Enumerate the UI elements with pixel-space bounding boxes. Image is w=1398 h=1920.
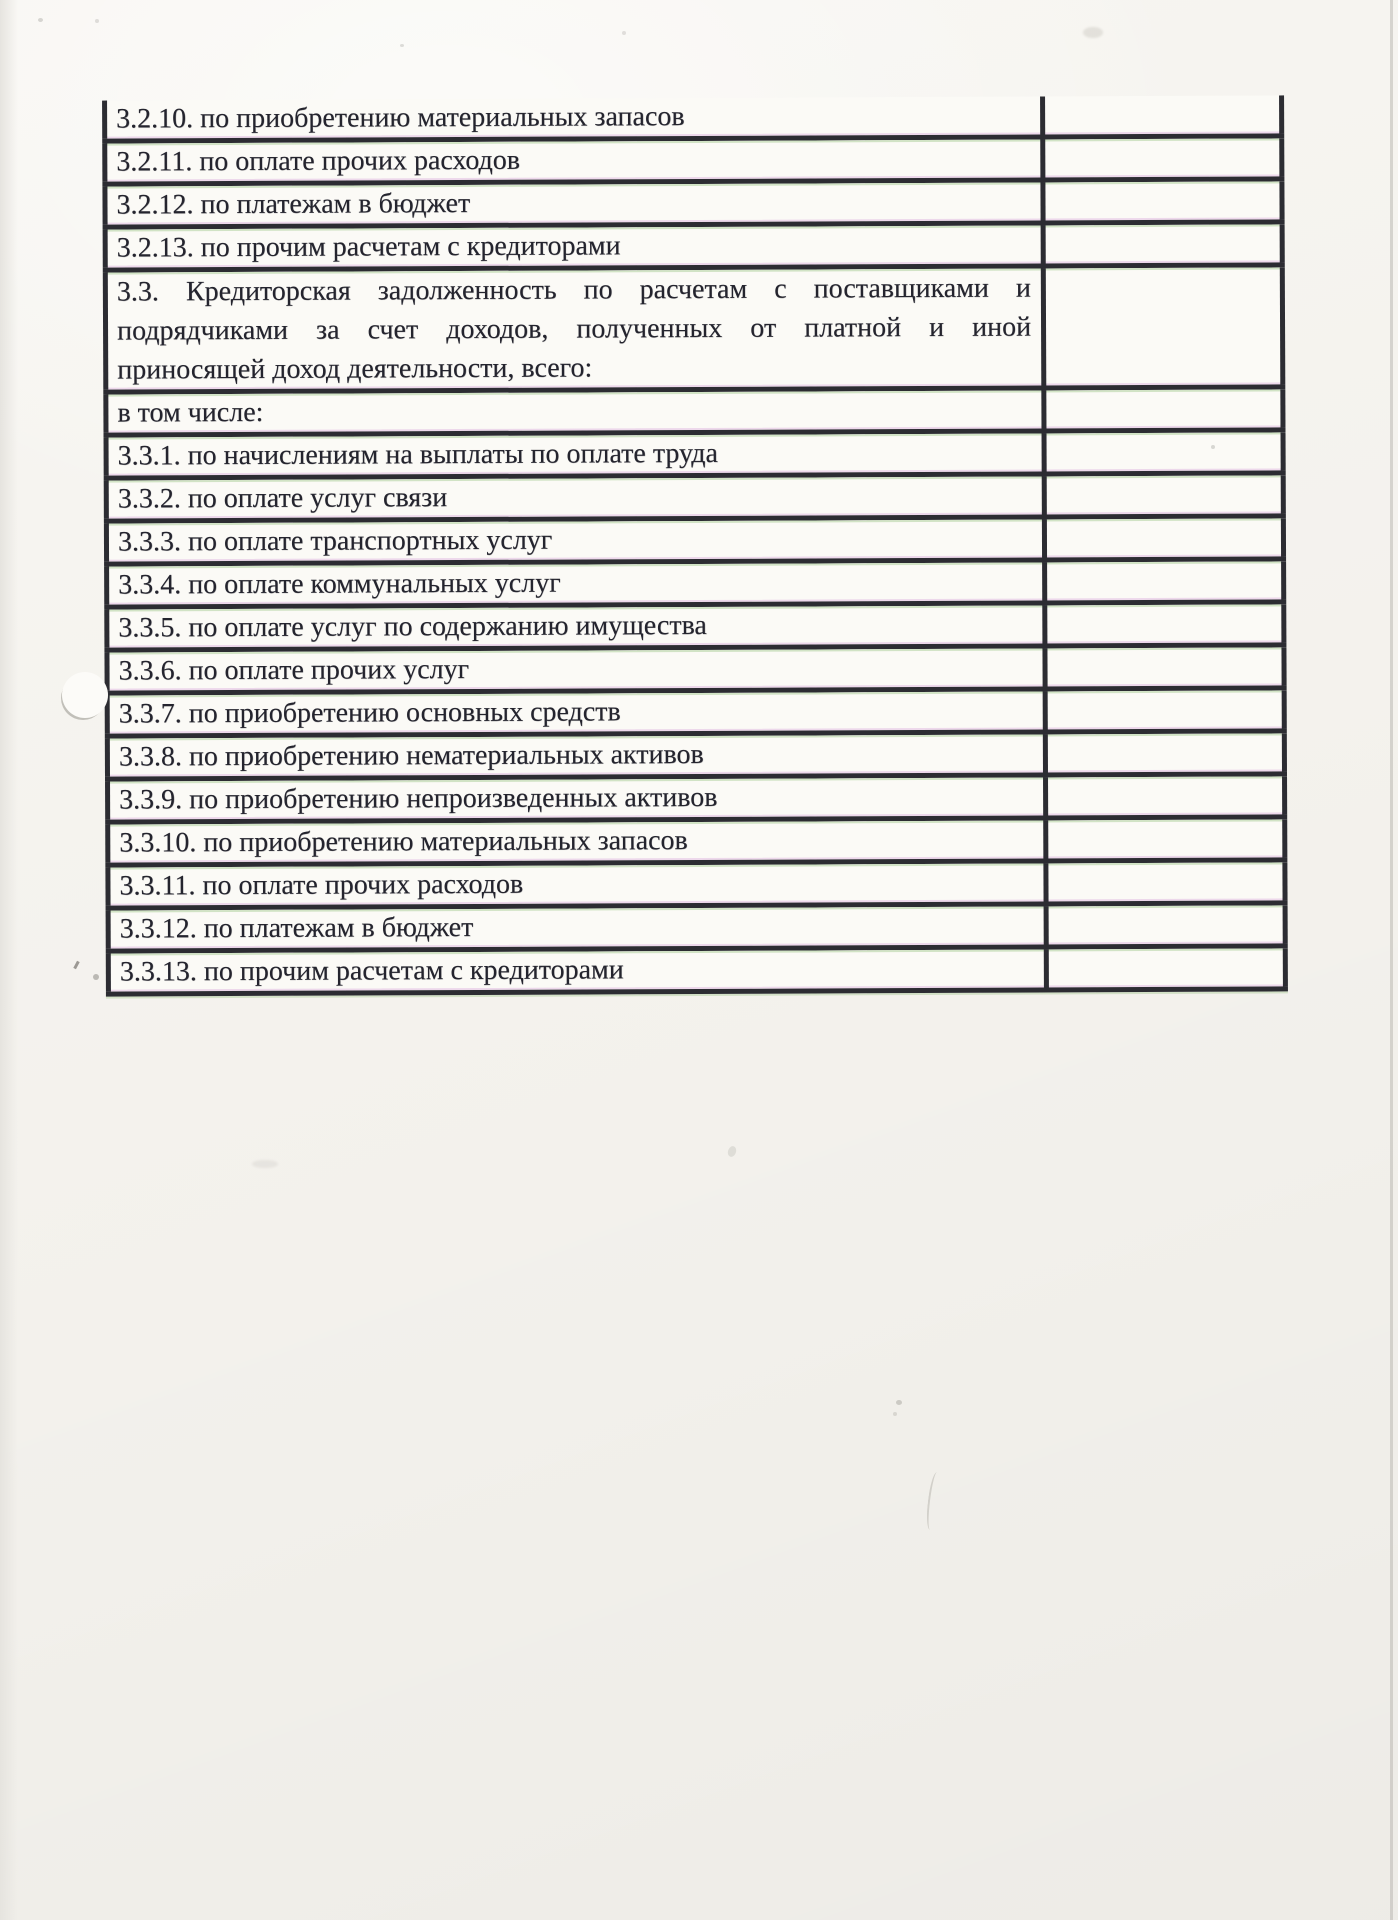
scan-speck	[893, 1412, 897, 1416]
row-label-cell: 3.3.10. по приобретению материальных запасов	[105, 820, 1043, 862]
row-label-cell: 3.3.9. по приобретению непроизведенных активов	[105, 777, 1043, 819]
scan-speck	[93, 974, 99, 980]
scan-speck	[73, 961, 79, 969]
page-right-edge-line	[1390, 0, 1393, 1920]
table-row	[103, 389, 1285, 437]
page-left-edge-shade	[0, 0, 18, 1920]
scan-speck	[896, 1400, 902, 1405]
table-row	[106, 905, 1288, 953]
row-value-cell	[1040, 181, 1284, 220]
row-value-cell	[1041, 389, 1285, 428]
row-value-cell	[1043, 776, 1287, 815]
row-label-cell: 3.2.12. по платежам в бюджет	[102, 182, 1040, 224]
table-row	[105, 690, 1287, 738]
row-label-cell: 3.3.13. по прочим расчетам с кредиторами	[106, 949, 1044, 991]
row-value-cell	[1042, 518, 1286, 557]
row-label-cell: 3.3.1. по начислениям на выплаты по оплате труда	[104, 433, 1042, 475]
row-value-cell	[1041, 267, 1286, 385]
table-row	[102, 95, 1284, 143]
table-row	[103, 267, 1286, 394]
row-label-line: 3.3. Кредиторская задолженность по расчетам с поставщиками и	[116, 272, 1031, 308]
row-label-cell: 3.3.12. по платежам в бюджет	[106, 906, 1044, 948]
row-value-cell	[1042, 647, 1286, 686]
row-value-cell	[1042, 561, 1286, 600]
row-label-line: подрядчиками за счет доходов, полученных от платной и иной	[116, 311, 1032, 347]
row-value-cell	[1043, 733, 1287, 772]
row-label-cell: 3.2.10. по приобретению материальных запасов	[102, 96, 1040, 138]
table-row	[105, 819, 1287, 867]
row-label-line: приносящей доход деятельности, всего:	[117, 352, 593, 386]
row-label-cell: 3.3.8. по приобретению нематериальных активов	[105, 734, 1043, 776]
scan-speck	[95, 19, 99, 23]
table-row	[104, 518, 1286, 566]
table-row	[102, 138, 1284, 186]
scan-squiggle	[925, 1472, 943, 1531]
table-row	[103, 224, 1285, 272]
table-row	[104, 475, 1286, 523]
table-row	[105, 862, 1287, 910]
row-label-cell: 3.3.3. по оплате транспортных услуг	[104, 519, 1042, 561]
row-value-cell	[1040, 138, 1284, 177]
row-value-cell	[1043, 862, 1287, 901]
row-value-cell	[1040, 95, 1284, 134]
paper-curl-artifact	[62, 672, 108, 718]
scan-smudge	[726, 1145, 737, 1158]
row-label-cell: 3.3.11. по оплате прочих расходов	[105, 863, 1043, 905]
row-value-cell	[1041, 224, 1285, 263]
table-row	[105, 733, 1287, 781]
scan-speck	[622, 31, 626, 35]
scan-speck	[400, 44, 404, 47]
table-row	[104, 604, 1286, 652]
debt-table	[102, 95, 1288, 996]
row-value-cell	[1042, 604, 1286, 643]
row-value-cell	[1043, 690, 1287, 729]
row-label-cell: 3.3.6. по оплате прочих услуг	[104, 648, 1042, 690]
row-value-cell	[1043, 819, 1287, 858]
debt-table-wrapper	[102, 95, 1288, 996]
table-row	[104, 561, 1286, 609]
row-label-cell: 3.3.5. по оплате услуг по содержанию имущества	[104, 605, 1042, 647]
scan-smudge	[252, 1160, 278, 1168]
row-label-cell: 3.2.13. по прочим расчетам с кредиторами	[103, 225, 1041, 267]
row-label-cell	[103, 268, 1042, 389]
row-value-cell	[1042, 432, 1286, 471]
table-row	[102, 181, 1284, 229]
row-value-cell	[1042, 475, 1286, 514]
table-row	[104, 432, 1286, 480]
row-label-cell: 3.3.2. по оплате услуг связи	[104, 476, 1042, 518]
scan-smudge	[1083, 27, 1103, 38]
row-label-cell: 3.3.7. по приобретению основных средств	[105, 691, 1043, 733]
scan-speck	[38, 18, 43, 22]
row-label-cell: 3.3.4. по оплате коммунальных услуг	[104, 562, 1042, 604]
row-value-cell	[1044, 948, 1288, 987]
row-value-cell	[1044, 905, 1288, 944]
row-label-cell: в том числе:	[103, 390, 1041, 432]
row-label-cell: 3.2.11. по оплате прочих расходов	[102, 139, 1040, 181]
table-row	[105, 776, 1287, 824]
table-row	[104, 647, 1286, 695]
table-row	[106, 948, 1288, 996]
